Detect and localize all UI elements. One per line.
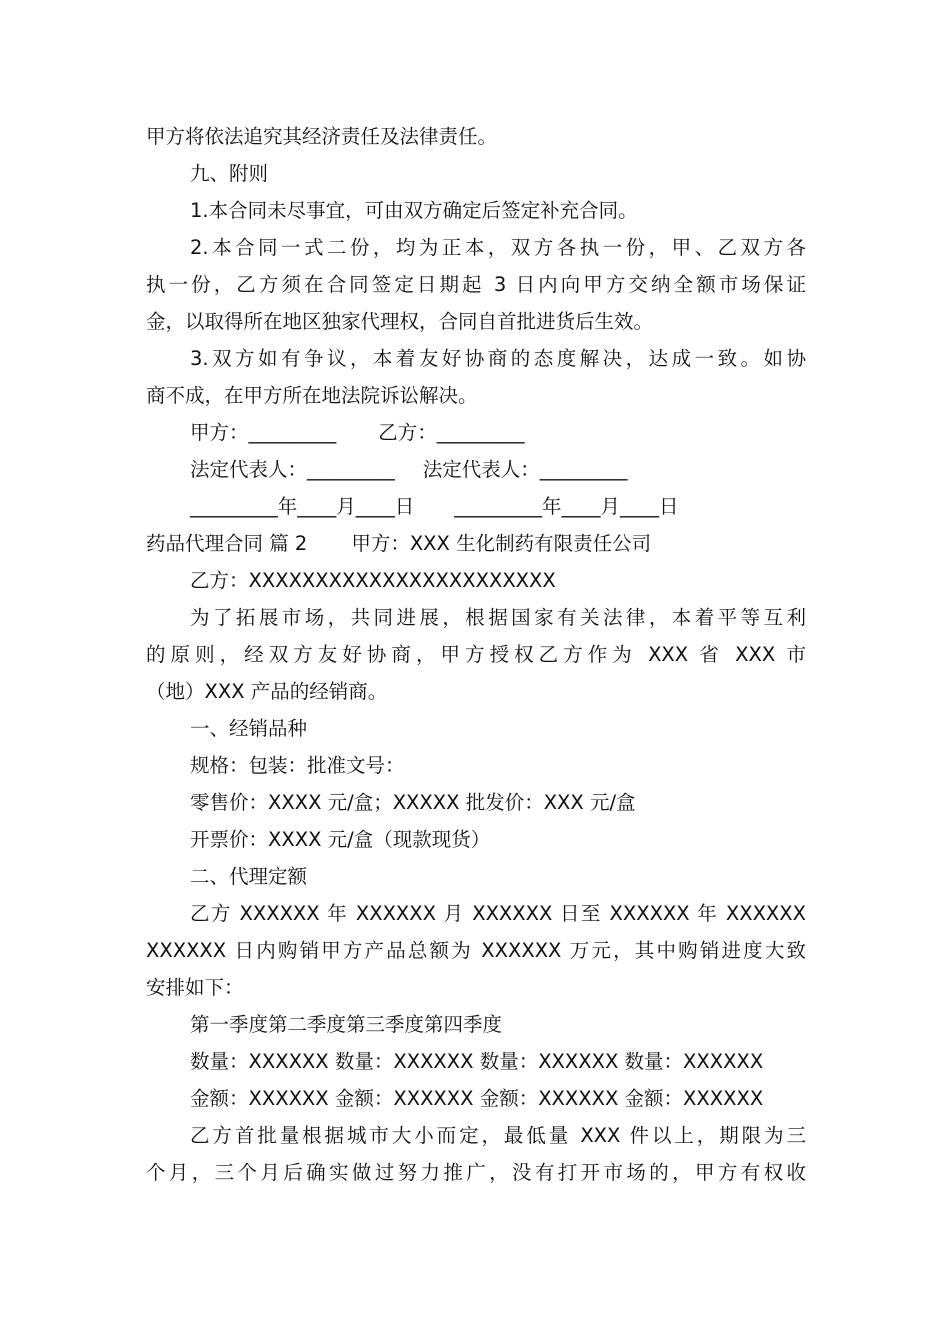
document-body xyxy=(146,118,806,1191)
quota-line-2: XXXXXX 日内购销甲方产品总额为 XXXXXX 万元，其中购销进度大致 xyxy=(146,939,806,962)
clause-3-line-2: 商不成，在甲方所在地法院诉讼解决。 xyxy=(146,384,478,407)
signature-dates xyxy=(146,488,806,525)
section-2-party-b: 乙方：XXXXXXXXXXXXXXXXXXXXXXX xyxy=(190,569,556,592)
amount-line: 金额：XXXXXX 金额：XXXXXX 金额：XXXXXX 金额：XXXXXX xyxy=(190,1087,764,1110)
heading-product-varieties: 一、经销品种 xyxy=(190,717,308,740)
quota-line-3: 安排如下： xyxy=(146,976,244,999)
clause-1: 1.本合同未尽事宜，可由双方确定后签定补充合同。 xyxy=(190,199,638,222)
section-2-party-a: 甲方：XXX 生化制药有限责任公司 xyxy=(351,532,652,555)
section-2-title: 药品代理合同 篇 2 xyxy=(146,532,308,555)
invoice-price-line: 开票价：XXXX 元/盒（现款现货） xyxy=(190,828,491,851)
quota-line-1: 乙方 XXXXXX 年 XXXXXX 月 XXXXXX 日至 XXXXXX 年 XXXXXX xyxy=(190,902,806,925)
signature-party-a: 甲方：_________ xyxy=(190,421,337,444)
paragraph-line: 甲方将依法追究其经济责任及法律责任。 xyxy=(146,125,498,148)
quantity-line: 数量：XXXXXX 数量：XXXXXX 数量：XXXXXX 数量：XXXXXX xyxy=(190,1050,764,1073)
retail-price-line: 零售价：XXXX 元/盒；XXXXX 批发价：XXX 元/盒 xyxy=(190,791,636,814)
section-2-header xyxy=(146,525,806,562)
first-batch-line-2: 个月，三个月后确实做过努力推广，没有打开市场的，甲方有权收 xyxy=(146,1161,806,1184)
section-heading-appendix: 九、附则 xyxy=(190,162,269,185)
signature-date-b: _________年____月____日 xyxy=(454,495,679,518)
intro-line-1: 为了拓展市场，共同进展，根据国家有关法律，本着平等互利 xyxy=(190,606,806,629)
intro-line-3: （地）XXX 产品的经销商。 xyxy=(146,680,388,703)
signature-party-b: 乙方：_________ xyxy=(378,421,525,444)
signature-parties xyxy=(146,414,806,451)
signature-rep-b: 法定代表人：_________ xyxy=(422,458,628,481)
quarters-line: 第一季度第二季度第三季度第四季度 xyxy=(190,1013,503,1036)
heading-agency-quota: 二、代理定额 xyxy=(190,865,308,888)
clause-3-line-1: 3.双方如有争议，本着友好协商的态度解决，达成一致。如协 xyxy=(190,347,806,370)
clause-2-line-3: 金，以取得所在地区独家代理权，合同自首批进货后生效。 xyxy=(146,310,654,333)
first-batch-line-1: 乙方首批量根据城市大小而定，最低量 XXX 件以上，期限为三 xyxy=(190,1124,806,1147)
clause-2-line-2: 执一份，乙方须在合同签定日期起 3 日内向甲方交纳全额市场保证 xyxy=(146,273,806,296)
clause-2-line-1: 2.本合同一式二份，均为正本，双方各执一份，甲、乙双方各 xyxy=(190,236,806,259)
signature-date-a: _________年____月____日 xyxy=(190,495,415,518)
signature-rep-a: 法定代表人：_________ xyxy=(190,458,395,481)
signature-representatives xyxy=(146,451,806,488)
intro-line-2: 的原则，经双方友好协商，甲方授权乙方作为 XXX 省 XXX 市 xyxy=(146,643,806,666)
spec-line: 规格：包装：批准文号： xyxy=(190,754,405,777)
